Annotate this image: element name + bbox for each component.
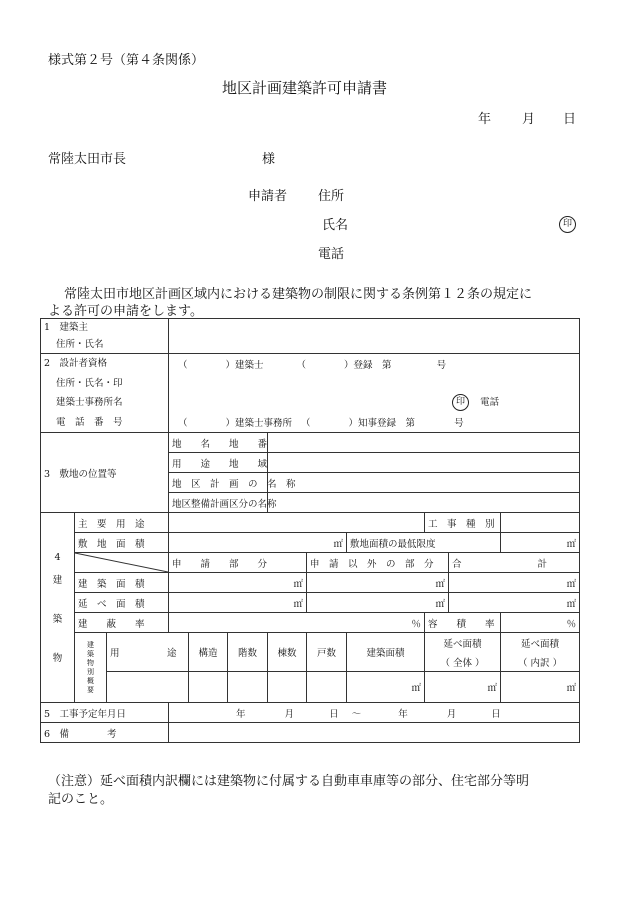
building-area-label: 建 築 面 積 <box>75 573 169 593</box>
sqm-unit: ㎡ <box>487 683 497 694</box>
far-input[interactable] <box>501 613 580 633</box>
col-total-header: 合 計 <box>449 553 580 573</box>
min-site-label: 敷地面積の最低限度 <box>347 533 501 553</box>
architect-class: （ ）建築士 <box>178 359 264 371</box>
schedule-m2: 月 <box>446 708 457 720</box>
summary-floors-input[interactable] <box>228 672 268 703</box>
summary-barea-input[interactable] <box>347 672 425 703</box>
applicant-seal: 印 <box>559 214 576 233</box>
pct-unit: ％ <box>411 618 421 630</box>
summary-v4: 概 <box>87 676 94 685</box>
site-row-name-3: 地区整備計画区分の名称 <box>169 493 268 513</box>
floor-area-total[interactable] <box>449 593 580 613</box>
sqm-unit: ㎡ <box>411 683 421 694</box>
site-row-name-0: 地 名 地 番 <box>169 433 268 453</box>
date-day-label: 日 <box>563 112 577 127</box>
coverage-input[interactable] <box>169 613 425 633</box>
addressee: 常陸太田市長 <box>48 152 127 167</box>
summary-struct-input[interactable] <box>189 672 228 703</box>
designer-address-cell[interactable] <box>169 374 580 393</box>
h-floor-total-2: （ 全体 ） <box>425 652 501 672</box>
col-apply-header: 申 請 部 分 <box>169 553 307 573</box>
document-title: 地区計画建築許可申請書 <box>222 79 388 97</box>
office-registration: （ ）知事登録 第 <box>301 418 416 430</box>
note-line-1: （注意）延べ面積内訳欄には建築物に付属する自動車車庫等の部分、住宅部分等明 <box>48 774 530 789</box>
summary-vertical-label <box>75 633 107 703</box>
sqm-unit: ㎡ <box>566 598 577 610</box>
h-barea: 建築面積 <box>347 633 425 672</box>
building-num: 4 <box>54 551 61 563</box>
schedule-tilde: ～ <box>351 708 362 720</box>
date-month-label: 月 <box>522 112 536 127</box>
building-area-total[interactable] <box>449 573 580 593</box>
summary-v5: 要 <box>87 685 94 694</box>
office-go: 号 <box>454 418 464 430</box>
schedule-label: 5 工事予定年月日 <box>41 703 169 723</box>
form-number: 様式第２号（第４条関係） <box>48 53 205 68</box>
summary-count-input[interactable] <box>268 672 307 703</box>
site-row-name-1: 用 途 地 域 <box>169 453 268 473</box>
floor-area-other[interactable] <box>307 593 449 613</box>
work-type-input[interactable] <box>501 513 580 533</box>
col-other-header: 申 請 以 外 の 部 分 <box>307 553 449 573</box>
h-floor-in-1: 延べ面積 <box>501 633 580 653</box>
summary-v3: 別 <box>87 667 94 676</box>
architect-registration: （ ）登録 第 <box>296 359 392 371</box>
designer-phone-label: 電話 <box>480 397 500 409</box>
h-struct: 構造 <box>189 633 228 672</box>
h-floor-in-2: （ 内訳 ） <box>501 652 580 672</box>
application-table <box>40 318 580 743</box>
designer-label: 2 設計者資格 <box>44 358 108 369</box>
note-line-2: 記のこと。 <box>48 792 114 807</box>
schedule-input[interactable] <box>169 703 580 723</box>
schedule-y2: 年 <box>398 708 408 720</box>
applicant-phone-label: 電話 <box>318 247 345 262</box>
summary-floor-total-input[interactable] <box>425 672 501 703</box>
site-area-input[interactable] <box>169 533 347 553</box>
sqm-unit: ㎡ <box>435 578 445 590</box>
designer-office-cell[interactable] <box>169 412 580 432</box>
building-area-apply[interactable] <box>169 573 307 593</box>
main-use-input[interactable] <box>169 513 425 533</box>
site-input-0[interactable] <box>268 433 580 453</box>
diagonal-header-cell <box>75 553 169 573</box>
building-area-other[interactable] <box>307 573 449 593</box>
date-year-label: 年 <box>478 112 492 127</box>
diagonal-line <box>75 553 168 572</box>
building-v1: 築 <box>52 613 63 625</box>
designer-seal: 印 <box>452 394 469 411</box>
intro-line-2: よる許可の申請をします。 <box>48 304 203 319</box>
h-floor-total-1: 延べ面積 <box>425 633 501 653</box>
h-floors: 階数 <box>228 633 268 672</box>
office-class: （ ）建築士事務所 <box>178 418 293 430</box>
site-row-name-2: 地 区 計 画 の 名 称 <box>169 473 268 493</box>
site-label: 3 敷地の位置等 <box>44 468 117 480</box>
designer-sub1: 住所・氏名・印 <box>56 377 123 389</box>
building-section-label <box>41 513 75 703</box>
sqm-unit: ㎡ <box>566 683 577 694</box>
summary-v2: 物 <box>87 658 94 667</box>
site-input-3[interactable] <box>268 493 580 513</box>
floor-area-label: 延 べ 面 積 <box>75 593 169 613</box>
coverage-label: 建 蔽 率 <box>75 613 169 633</box>
h-units: 戸数 <box>307 633 347 672</box>
min-site-input[interactable] <box>501 533 580 553</box>
sqm-unit: ㎡ <box>566 578 577 590</box>
designer-seal-cell[interactable] <box>169 393 580 412</box>
summary-v1: 築 <box>87 649 94 658</box>
pct-unit: ％ <box>566 618 577 630</box>
h-count: 棟数 <box>268 633 307 672</box>
work-type-label: 工 事 種 別 <box>425 513 501 533</box>
designer-label-cell <box>41 354 169 433</box>
h-use: 用 途 <box>107 633 189 672</box>
site-label-cell <box>41 433 169 513</box>
sqm-unit: ㎡ <box>566 538 577 550</box>
owner-sublabel: 住所・氏名 <box>56 339 104 350</box>
summary-use-input[interactable] <box>107 672 189 703</box>
applicant-label: 申請者 <box>248 189 288 204</box>
intro-line-1: 常陸太田市地区計画区域内における建築物の制限に関する条例第１２条の規定に <box>64 287 533 302</box>
remarks-label: 6 備 考 <box>41 723 169 743</box>
honorific: 様 <box>262 152 276 167</box>
owner-label: 1 建築主 <box>44 322 89 333</box>
summary-units-input[interactable] <box>307 672 347 703</box>
building-v2: 物 <box>52 652 63 664</box>
site-input-1[interactable] <box>268 453 580 473</box>
schedule-y1: 年 <box>236 708 246 720</box>
applicant-address-label: 住所 <box>318 189 345 204</box>
summary-floor-in-input[interactable] <box>501 672 580 703</box>
sqm-unit: ㎡ <box>293 598 303 610</box>
designer-sub2: 建築士事務所名 <box>56 397 123 408</box>
main-use-label: 主 要 用 途 <box>75 513 169 533</box>
schedule-d1: 日 <box>329 708 339 720</box>
schedule-m1: 月 <box>284 708 295 720</box>
applicant-name-label: 氏名 <box>322 218 349 233</box>
owner-input[interactable] <box>169 319 580 354</box>
remarks-input[interactable] <box>169 723 580 743</box>
sqm-unit: ㎡ <box>293 578 303 590</box>
owner-label-cell <box>41 319 169 354</box>
floor-area-apply[interactable] <box>169 593 307 613</box>
designer-qualification-cell[interactable] <box>169 354 580 374</box>
summary-v0: 建 <box>87 640 94 649</box>
site-input-2[interactable] <box>268 473 580 493</box>
designer-sub3: 電 話 番 号 <box>56 416 123 428</box>
site-area-label: 敷 地 面 積 <box>75 533 169 553</box>
far-label: 容 積 率 <box>425 613 501 633</box>
building-v0: 建 <box>52 574 63 586</box>
schedule-d2: 日 <box>491 708 501 720</box>
registration-go: 号 <box>436 359 447 371</box>
sqm-unit: ㎡ <box>435 598 445 610</box>
sqm-unit: ㎡ <box>333 538 343 550</box>
